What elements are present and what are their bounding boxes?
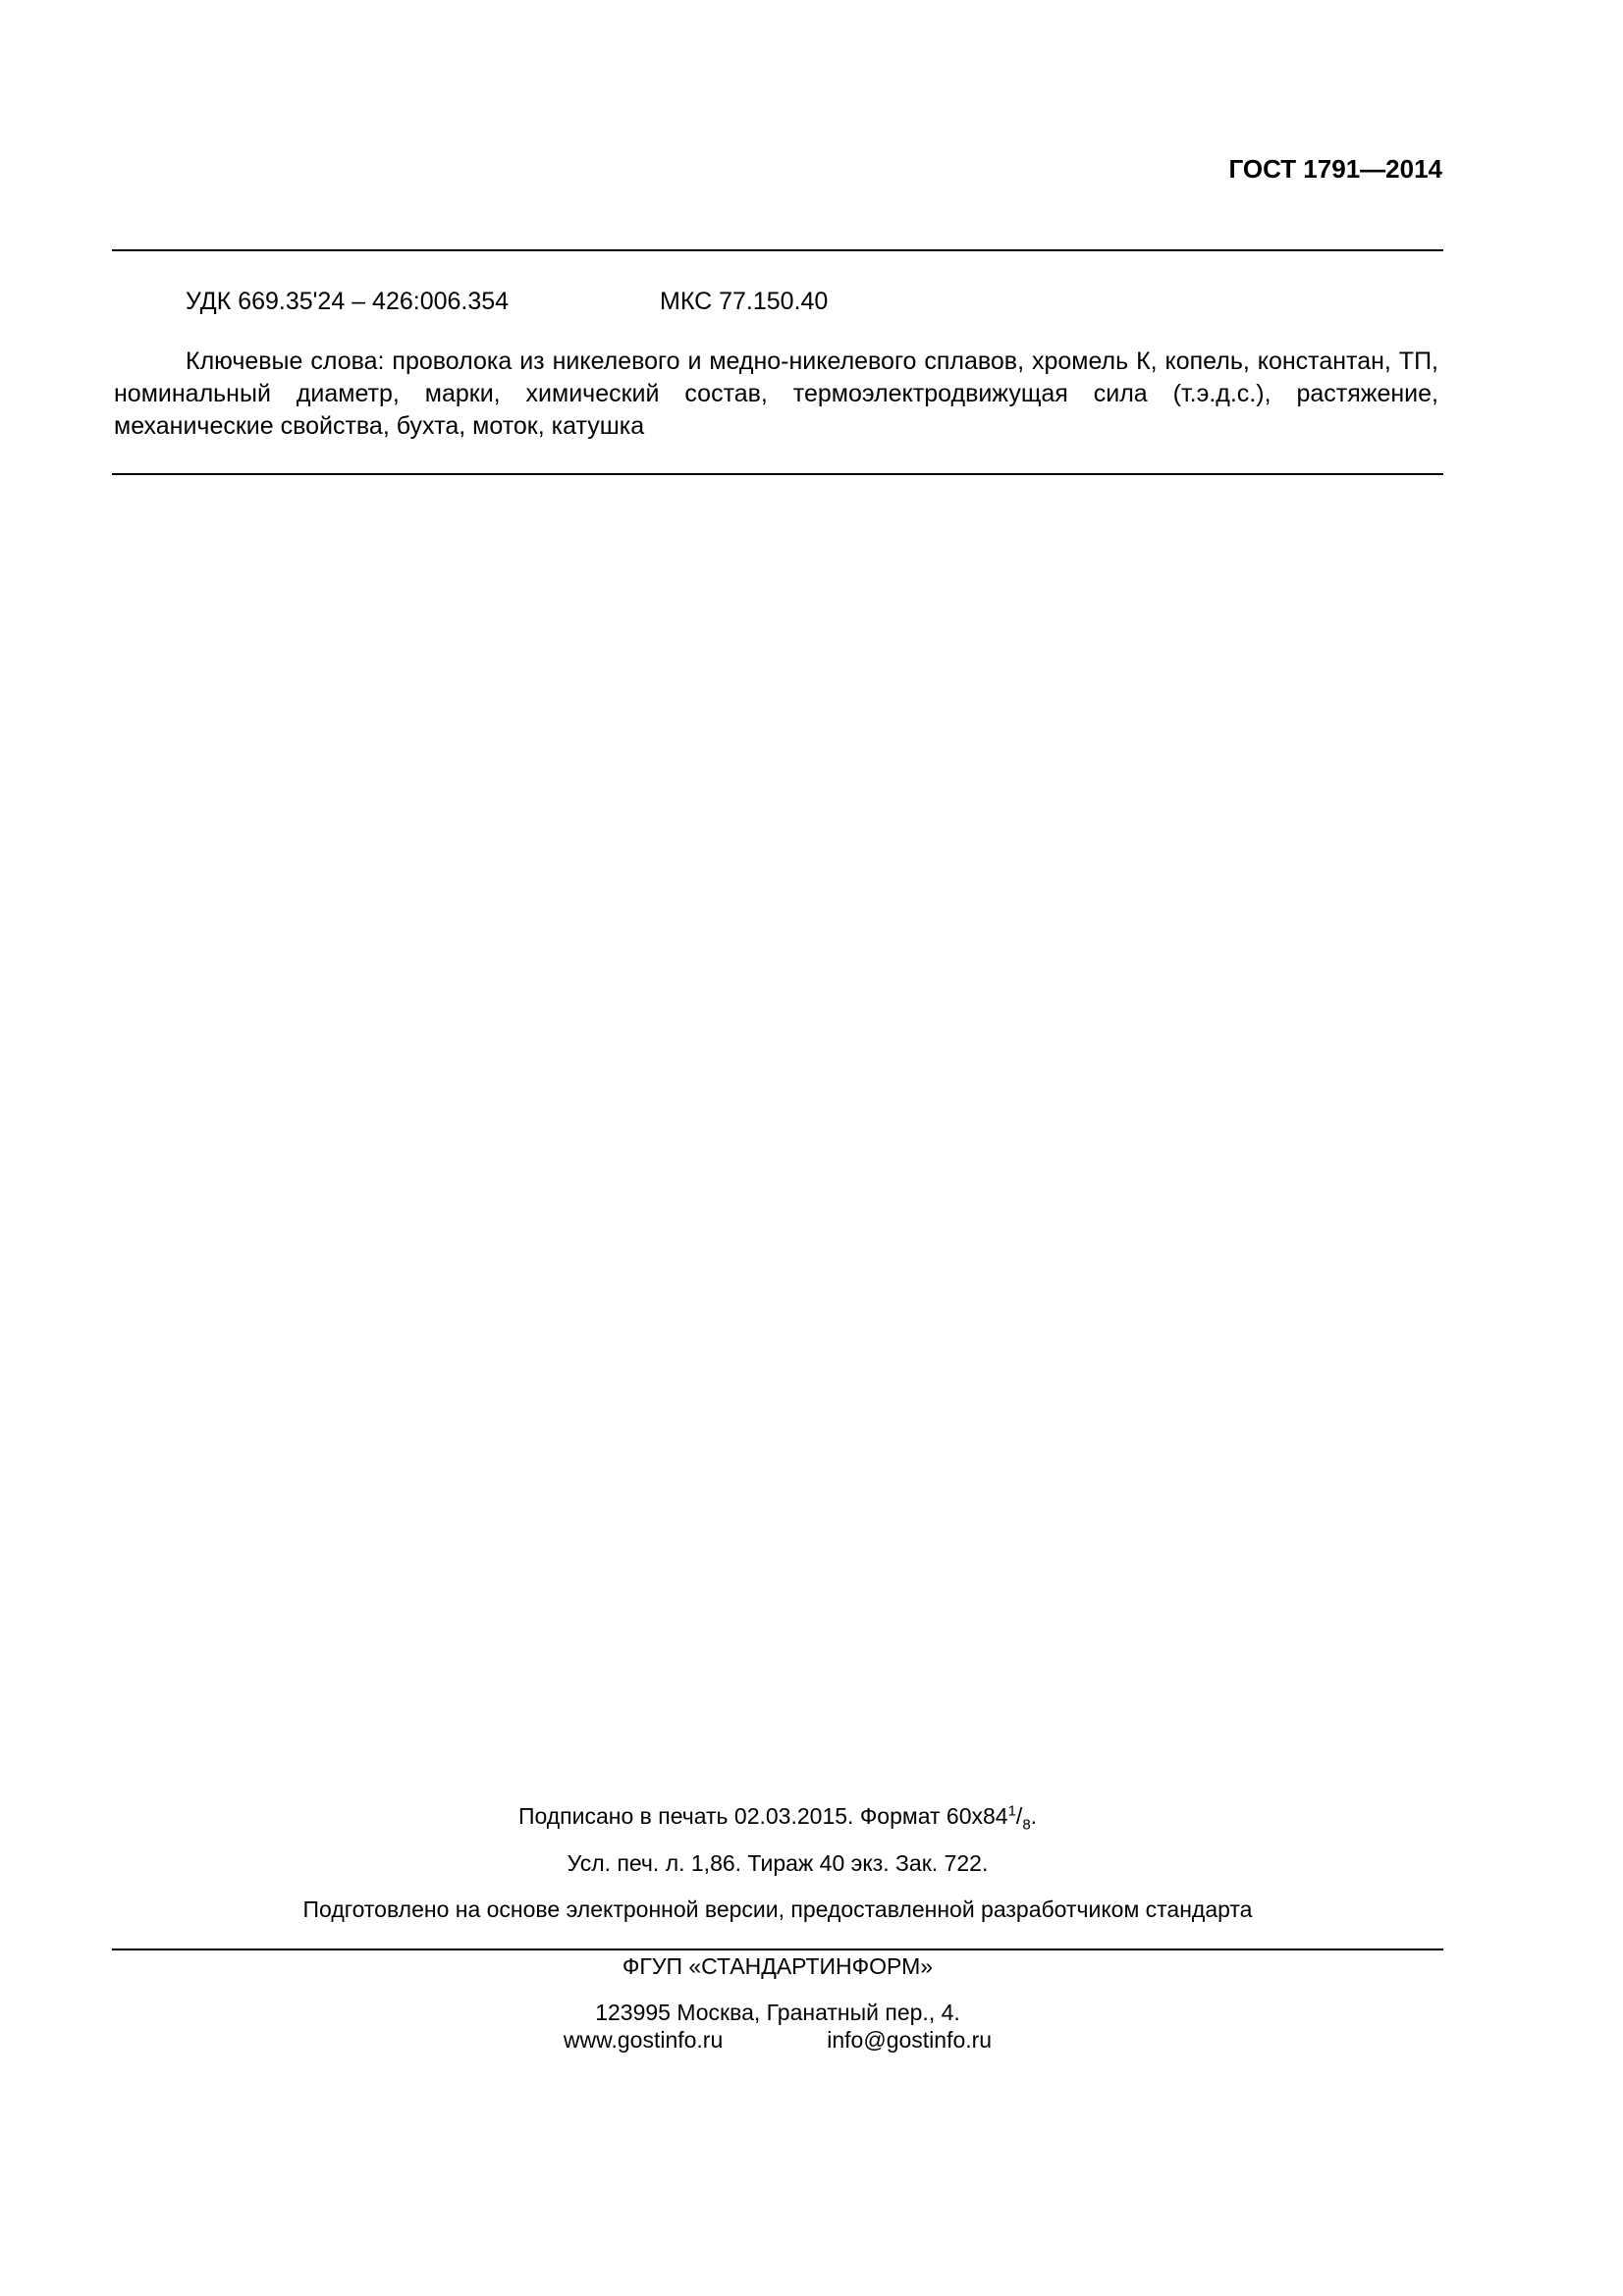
mks-code: МКС 77.150.40 — [660, 288, 829, 315]
print-run-line: Усл. печ. л. 1,86. Тираж 40 экз. Зак. 722. — [567, 1850, 989, 1876]
classifier-codes — [186, 287, 829, 316]
signed-for-print-line — [112, 1802, 1443, 1834]
keywords-divider — [112, 473, 1443, 475]
publisher-address: 123995 Москва, Гранатный пер., 4. — [595, 2000, 960, 2025]
email-link[interactable]: info@gostinfo.ru — [827, 2027, 993, 2053]
format-fraction-slash: / — [1015, 1803, 1023, 1829]
udk-code: УДК 669.35'24 – 426:006.354 — [186, 288, 510, 315]
imprint-divider — [112, 1949, 1443, 1950]
top-divider — [112, 249, 1443, 251]
publisher-contacts — [112, 2026, 1443, 2054]
format-fraction-denominator: 8 — [1022, 1816, 1031, 1834]
format-end-period: . — [1030, 1803, 1038, 1829]
keywords-paragraph: Ключевые слова: проволока из никелевого и медно-никелевого сплавов, хромель К, копель, константан, ТП, номинальный диаметр, марки, химический состав, термоэлектродвижущая сила (т.э.д.с.), растяжение, механические свойства, бухта, моток, катушка — [114, 347, 1438, 440]
prepared-note: Подготовлено на основе электронной версии, предоставленной разработчиком стандарта — [302, 1896, 1253, 1922]
document-code: ГОСТ 1791—2014 — [1228, 154, 1442, 184]
format-fraction-numerator: 1 — [1007, 1802, 1016, 1820]
signed-for-print-text: Подписано в печать 02.03.2015. Формат 60х84 — [517, 1803, 1008, 1829]
website-link[interactable]: www.gostinfo.ru — [563, 2027, 724, 2053]
publisher-name: ФГУП «СТАНДАРТИНФОРМ» — [622, 1953, 934, 1979]
